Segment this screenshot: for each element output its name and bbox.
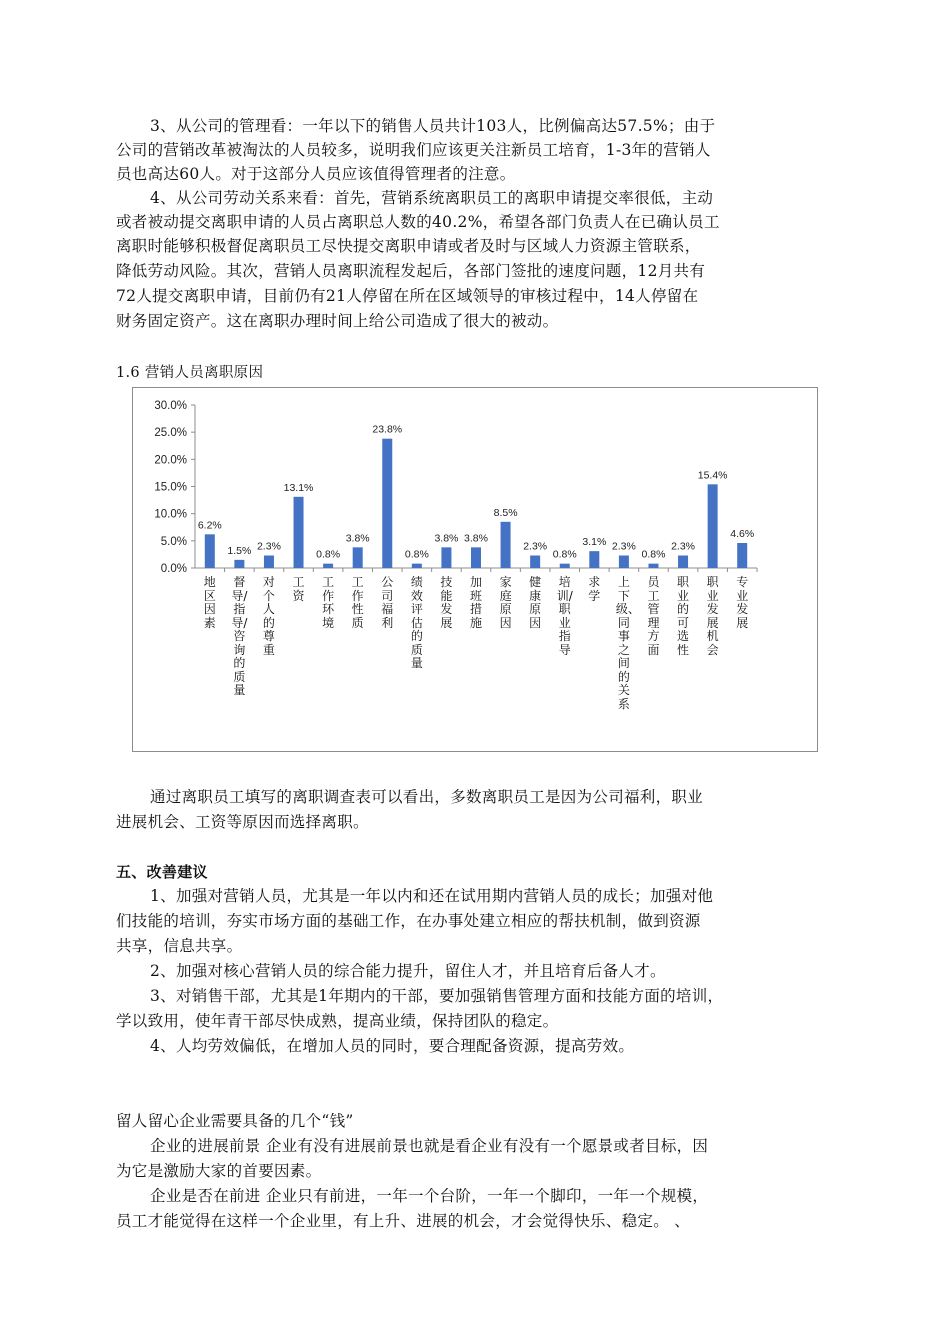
data-label: 2.3% [256, 540, 281, 553]
x-category-label: 职业的可选性 [677, 575, 690, 657]
data-label: 0.8% [316, 548, 341, 561]
y-tick-label: 10.0% [154, 508, 187, 521]
bar [678, 556, 688, 568]
x-category-label: 工资 [292, 575, 305, 603]
conclusion-line: 进展机会、工资等原因而选择离职。 [116, 813, 369, 831]
bar [382, 439, 392, 568]
y-tick-label: 25.0% [154, 427, 187, 440]
suggestion-line: 3、对销售干部，尤其是1年期内的干部，要加强销售管理方面和技能方面的培训， [150, 987, 724, 1005]
paragraph-3-line: 员也高达60人。对于这部分人员应该值得管理者的注意。 [116, 165, 516, 183]
data-label: 6.2% [197, 519, 222, 532]
bar [530, 556, 540, 568]
paragraph-3-line: 公司的营销改革被淘汰的人员较多，说明我们应该更关注新员工培育，1-3年的营销人 [116, 141, 711, 159]
x-category-label: 对个人的尊重 [262, 575, 275, 657]
x-category-label: 技能发展 [440, 575, 453, 630]
suggestion-line: 共享，信息共享。 [116, 937, 243, 955]
data-label: 2.3% [611, 540, 636, 553]
x-category-label: 健康原因 [529, 575, 542, 630]
bar [560, 564, 570, 568]
y-tick-label: 20.0% [154, 454, 187, 467]
y-tick-label: 15.0% [154, 481, 187, 494]
section-5-title: 五、改善建议 [116, 863, 208, 881]
data-label: 23.8% [372, 423, 403, 436]
suggestion-line: 4、人均劳效偏低，在增加人员的同时，要合理配备资源，提高劳效。 [150, 1037, 635, 1055]
bar [737, 543, 747, 568]
x-category-label: 求学 [588, 575, 601, 603]
bar [619, 556, 629, 568]
y-tick-label: 30.0% [154, 400, 187, 412]
bar [708, 484, 718, 568]
data-label: 3.8% [345, 532, 370, 545]
paragraph-3-line: 3、从公司的管理看：一年以下的销售人员共计103人，比例偏高达57.5%；由于 [150, 117, 716, 135]
bar-chart [132, 387, 818, 752]
data-label: 15.4% [697, 469, 728, 482]
retain-title: 留人留心企业需要具备的几个“钱” [116, 1112, 354, 1130]
data-label: 0.8% [404, 548, 429, 561]
y-tick-label: 0.0% [160, 563, 187, 575]
paragraph-4-line: 财务固定资产。这在离职办理时间上给公司造成了很大的被动。 [116, 312, 559, 330]
bar [501, 522, 511, 568]
bar [205, 534, 215, 568]
paragraph-4-line: 或者被动提交离职申请的人员占离职总人数的40.2%，希望各部门负责人在已确认员工 [116, 213, 720, 231]
data-label: 2.3% [671, 540, 696, 553]
paragraph-4-line: 72人提交离职申请，目前仍有21人停留在所在区域领导的审核过程中，14人停留在 [116, 287, 699, 305]
retain-line: 为它是激励大家的首要因素。 [116, 1162, 322, 1180]
conclusion-line: 通过离职员工填写的离职调查表可以看出，多数离职员工是因为公司福利，职业 [150, 788, 704, 806]
section-caption: 1.6 营销人员离职原因 [116, 365, 264, 381]
x-category-label: 培训/职业指导 [556, 575, 573, 657]
x-category-label: 家庭原因 [499, 575, 512, 630]
x-category-label: 工作性质 [351, 575, 364, 630]
data-label: 3.1% [582, 536, 607, 549]
bar [648, 564, 658, 568]
data-label: 0.8% [641, 548, 666, 561]
paragraph-4-line: 离职时能够积极督促离职员工尽快提交离职申请或者及时与区域人力资源主管联系， [116, 237, 701, 255]
bar [412, 564, 422, 568]
bar [294, 497, 304, 568]
bar [323, 564, 333, 568]
x-category-label: 上下级、同事之间的关系 [615, 575, 640, 711]
data-label: 0.8% [552, 548, 577, 561]
x-category-label: 公司福利 [381, 575, 394, 630]
bar [353, 547, 363, 568]
data-label: 3.8% [464, 532, 488, 545]
x-category-label: 地区因素 [203, 575, 216, 630]
y-tick-label: 5.0% [160, 535, 187, 548]
x-category-label: 加班措施 [469, 575, 482, 630]
x-category-label: 员工管理方面 [647, 575, 660, 657]
data-label: 2.3% [523, 540, 548, 553]
data-label: 3.8% [434, 532, 459, 545]
paragraph-4-line: 降低劳动风险。其次，营销人员离职流程发起后，各部门签批的速度问题，12月共有 [116, 262, 706, 280]
x-category-label: 督导/指导/咨询的质量 [231, 575, 248, 697]
suggestion-line: 1、加强对营销人员，尤其是一年以内和还在试用期内营销人员的成长；加强对他 [150, 887, 714, 905]
data-label: 13.1% [283, 481, 314, 494]
bar [234, 560, 244, 568]
data-label: 1.5% [227, 544, 252, 557]
bar [589, 551, 599, 568]
x-category-label: 工作环境 [322, 575, 335, 630]
suggestion-line: 学以致用，使年青干部尽快成熟，提高业绩，保持团队的稳定。 [116, 1012, 559, 1030]
x-category-label: 专业发展 [736, 575, 749, 630]
bar [441, 547, 451, 568]
retain-line: 企业是否在前进 企业只有前进，一年一个台阶，一年一个脚印，一年一个规模， [150, 1187, 709, 1205]
retain-line: 员工才能觉得在这样一个企业里，有上升、进展的机会，才会觉得快乐、稳定。 、 [116, 1212, 691, 1230]
suggestion-line: 们技能的培训，夯实市场方面的基础工作，在办事处建立相应的帮扶机制，做到资源 [116, 912, 701, 930]
suggestion-line: 2、加强对核心营销人员的综合能力提升，留住人才，并且培育后备人才。 [150, 962, 666, 980]
bar [471, 547, 481, 568]
x-category-label: 职业发展机会 [706, 575, 719, 657]
data-label: 4.6% [730, 528, 755, 541]
bar [264, 556, 274, 568]
x-category-label: 绩效评估的质量 [410, 575, 423, 670]
data-label: 8.5% [493, 506, 518, 519]
retain-line: 企业的进展前景 企业有没有进展前景也就是看企业有没有一个愿景或者目标，因 [150, 1137, 709, 1155]
paragraph-4-line: 4、从公司劳动关系来看：首先，营销系统离职员工的离职申请提交率很低，主动 [150, 189, 714, 207]
